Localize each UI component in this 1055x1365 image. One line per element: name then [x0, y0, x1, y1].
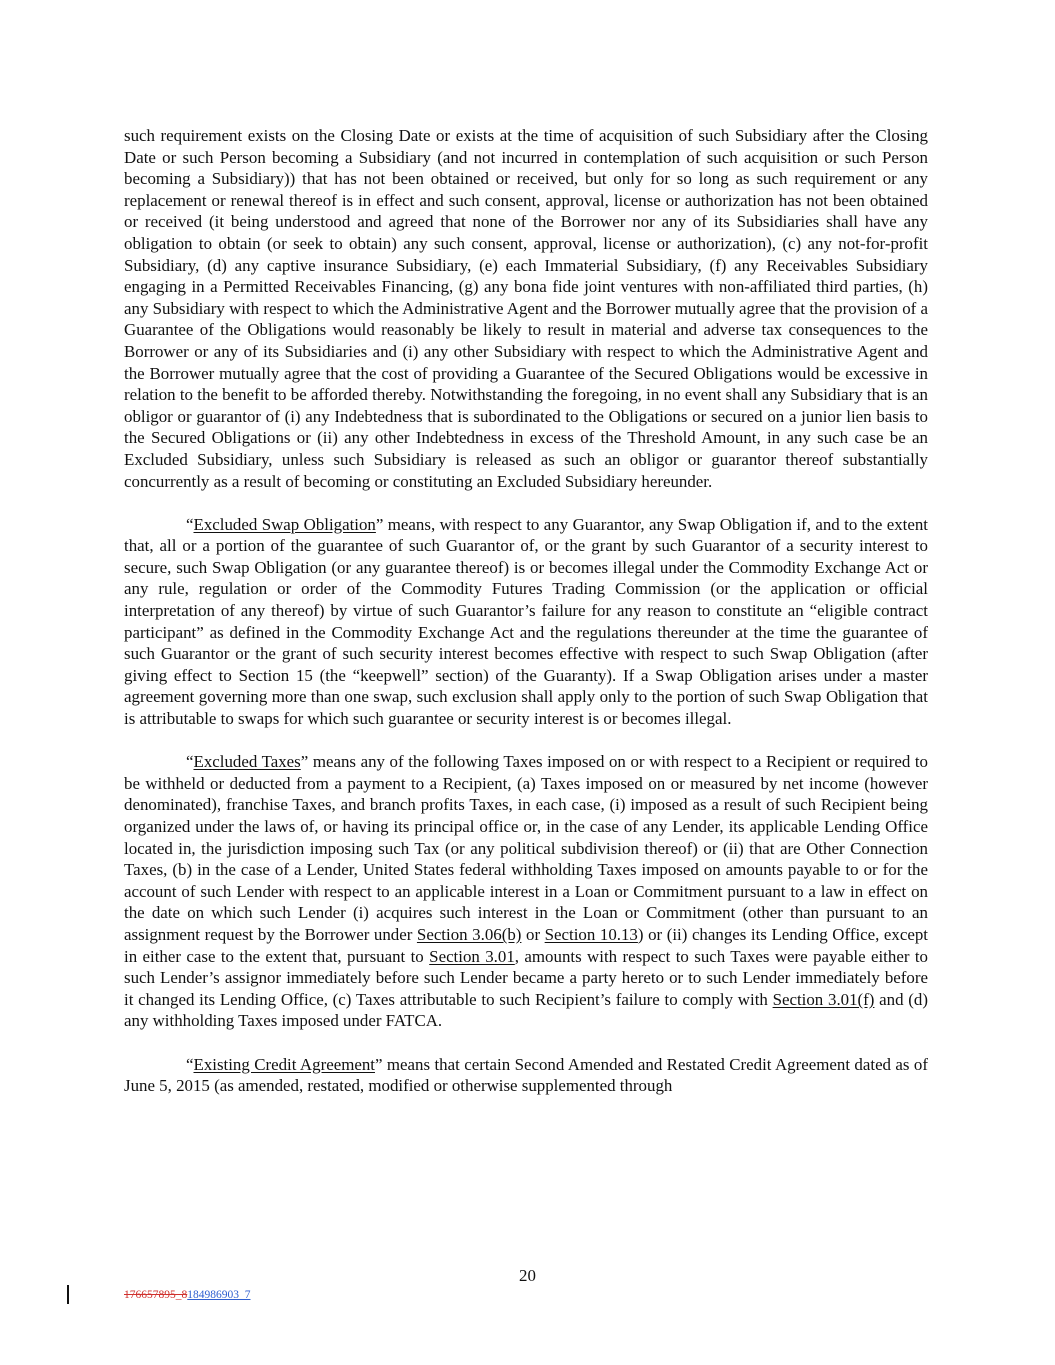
defined-term-existing-credit-agreement: Existing Credit Agreement [193, 1054, 375, 1074]
open-quote: “ [186, 1054, 194, 1074]
page-number: 20 [519, 1266, 536, 1285]
defined-term-excluded-swap-obligation: Excluded Swap Obligation [193, 514, 376, 534]
definition-text: ” means any of the following Taxes imposed on or with respect to a Recipient or required to be withheld or deducted from a payment to a Recipient, (a) Taxes imposed on or measured by net income (however denominated), franchise Taxes, and branch profits Taxes, in each case, (i) imposed as a result of such Recipient being organized under the laws of, or having its principal office or, in the case of any Lender, its applicable Lending Office located in, the jurisdiction imposing such Tax (or any political subdivision thereof) or (ii) that are Other Connection Taxes, (b) in the case of a Lender, United States federal withholding Taxes imposed on amounts payable to or for the account of such Lender with respect to an applicable interest in a Loan or Commitment pursuant to a law in effect on the date on which such Lender (i) acquires such interest in the Loan or Commitment (other than pursuant to an assignment request by the Borrower under [124, 752, 928, 944]
document-id [124, 1289, 251, 1301]
document-id-deleted: 176657895_8 [124, 1289, 188, 1301]
change-bar [67, 1285, 69, 1304]
definition-text: and (d) any withholding Taxes imposed under FATCA. [124, 989, 929, 1031]
cross-reference-section-3-01f: Section 3.01(f) [772, 989, 875, 1009]
definition-text: ” means that certain Second Amended and Restated Credit Agreement dated as of June 5, 2015 (as amended, restated, modified or otherwise supplemented through [124, 1054, 928, 1096]
document-body [124, 125, 928, 1097]
definition-text: or [521, 924, 545, 944]
cross-reference-section-3-06b: Section 3.06(b) [416, 924, 522, 944]
excluded-subsidiary-continuation-paragraph: such requirement exists on the Closing Date or exists at the time of acquisition of such Subsidiary after the Closing Date or such Person becoming a Subsidiary (and not incurred in contemplation of such acquisition or such Person becoming a Subsidiary)) that has not been obtained or received, but only for so long as such requirement or any replacement or renewal thereof is in effect and such consent, approval, license or authorization has not been obtained or received (it being understood and agreed that none of the Borrower nor any of its Subsidiaries shall have any obligation to obtain (or seek to obtain) any such consent, approval, license or authorization), (c) any not-for-profit Subsidiary, (d) any captive insurance Subsidiary, (e) each Immaterial Subsidiary, (f) any Receivables Subsidiary engaging in a Permitted Receivables Financing, (g) any bona fide joint ventures with non-affiliated third parties, (h) any Subsidiary with respect to which the Administrative Agent and the Borrower mutually agree that the provision of a Guarantee of the Obligations would reasonably be likely to result in material and adverse tax consequences to the Borrower or any of its Subsidiaries and (i) any other Subsidiary with respect to which the Administrative Agent and the Borrower mutually agree that the cost of providing a Guarantee of the Secured Obligations would be excessive in relation to the benefit to be afforded thereby. Notwithstanding the foregoing, in no event shall any Subsidiary that is an obligor or guarantor of (i) any Indebtedness that is subordinated to the Obligations or secured on a junior lien basis to the Secured Obligations or (ii) any other Indebtedness in excess of the Threshold Amount, in any such case be an Excluded Subsidiary, unless such Subsidiary is released as such an obligor or guarantor thereof substantially concurrently as a result of becoming or constituting an Excluded Subsidiary hereunder. [124, 126, 928, 491]
defined-term-excluded-taxes: Excluded Taxes [193, 752, 301, 772]
open-quote: “ [186, 514, 194, 534]
cross-reference-section-10-13: Section 10.13 [544, 924, 638, 944]
open-quote: “ [186, 752, 194, 772]
cross-reference-section-3-01: Section 3.01 [429, 946, 515, 966]
document-id-inserted: 184986903_7 [187, 1289, 251, 1301]
existing-credit-agreement-definition [124, 1054, 928, 1097]
definition-text: , amounts with respect to such Taxes were payable either to such Lender’s assignor immediately before such Lender became a party hereto or to such Lender immediately before it changed its Lending Office, (c) Taxes attributable to such Recipient’s failure to comply with [124, 946, 928, 1009]
definition-text: ) or (ii) changes its Lending Office, except in either case to the extent that, pursuant to [124, 924, 929, 966]
excluded-swap-obligation-definition [124, 514, 928, 730]
definition-text: ” means, with respect to any Guarantor, any Swap Obligation if, and to the extent that, all or a portion of the guarantee of such Guarantor of, or the grant by such Guarantor of a security interest to secure, such Swap Obligation (or any guarantee thereof) is or becomes illegal under the Commodity Exchange Act or any rule, regulation or order of the Commodity Futures Trading Commission (or the application or official interpretation of any thereof) by virtue of such Guarantor’s failure for any reason to constitute an “eligible contract participant” as defined in the Commodity Exchange Act and the regulations thereunder at the time the guarantee of such Guarantor or the grant of such security interest becomes effective with respect to such Swap Obligation (after giving effect to Section 15 (the “keepwell” section) of the Guaranty). If a Swap Obligation arises under a master agreement governing more than one swap, such exclusion shall apply only to the portion of such Swap Obligation that is attributable to swaps for which such guarantee or security interest is or becomes illegal. [124, 514, 928, 729]
excluded-taxes-definition [124, 751, 928, 1032]
